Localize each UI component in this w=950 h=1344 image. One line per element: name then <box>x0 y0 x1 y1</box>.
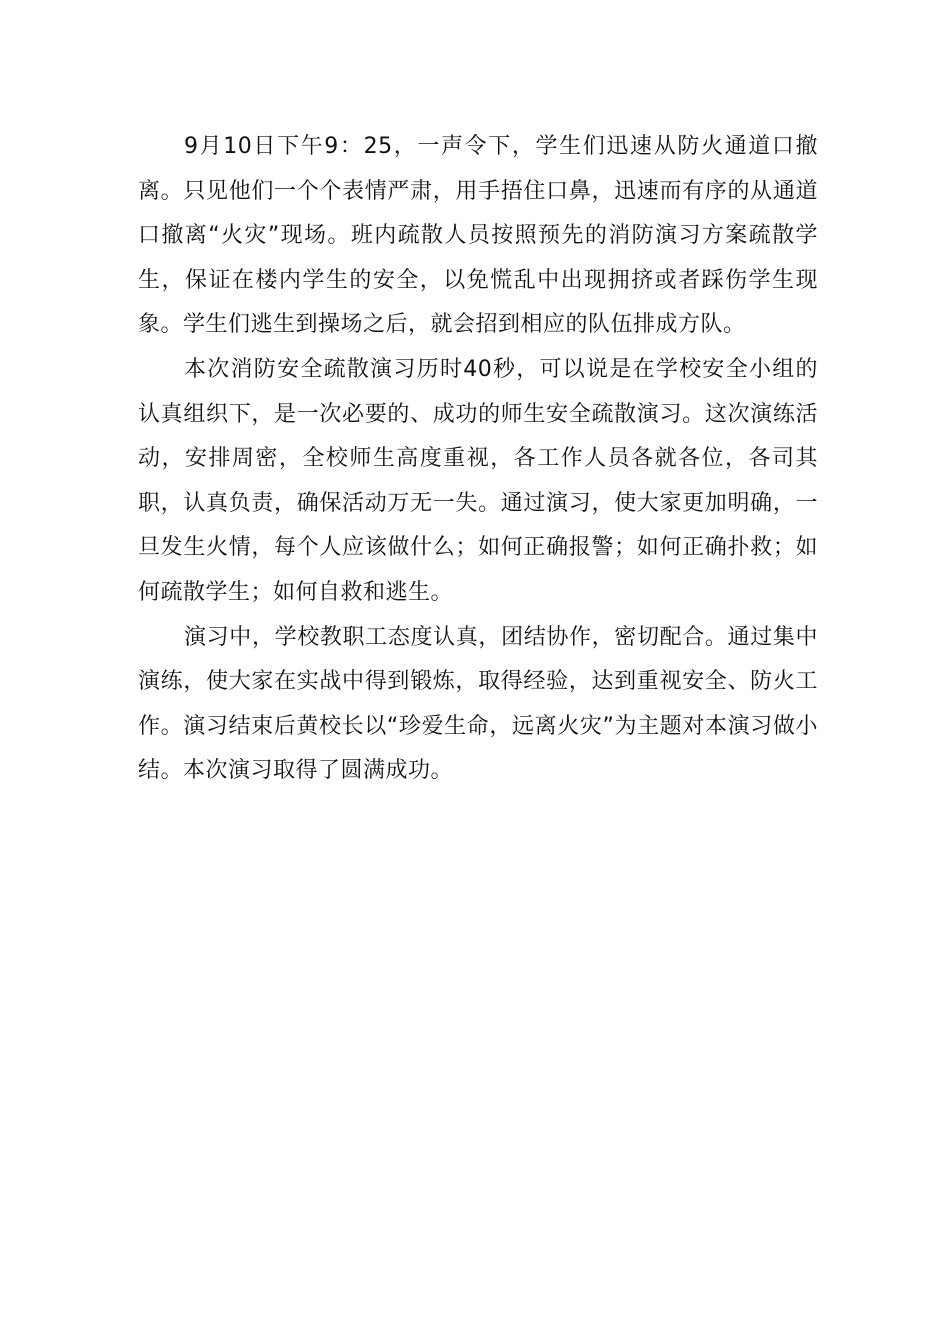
paragraph-2: 本次消防安全疏散演习历时40秒，可以说是在学校安全小组的认真组织下，是一次必要的、成功的师生安全疏散演习。这次演练活动，安排周密，全校师生高度重视，各工作人员各就各位，各司其职，认真负责，确保活动万无一失。通过演习，使大家更加明确，一旦发生火情，每个人应该做什么；如何正确报警；如何正确扑救；如何疏散学生；如何自救和逃生。 <box>138 356 818 605</box>
document-body <box>138 125 818 794</box>
paragraph-1: 9月10日下午9：25，一声令下，学生们迅速从防火通道口撤离。只见他们一个个表情严肃，用手捂住口鼻，迅速而有序的从通道口撤离“火灾”现场。班内疏散人员按照预先的消防演习方案疏散学生，保证在楼内学生的安全，以免慌乱中出现拥挤或者踩伤学生现象。学生们逃生到操场之后，就会招到相应的队伍排成方队。 <box>138 134 818 338</box>
paragraph-3: 演习中，学校教职工态度认真，团结协作，密切配合。通过集中演练，使大家在实战中得到锻炼，取得经验，达到重视安全、防火工作。演习结束后黄校长以“珍爱生命，远离火灾”为主题对本演习做小结。本次演习取得了圆满成功。 <box>138 624 818 784</box>
